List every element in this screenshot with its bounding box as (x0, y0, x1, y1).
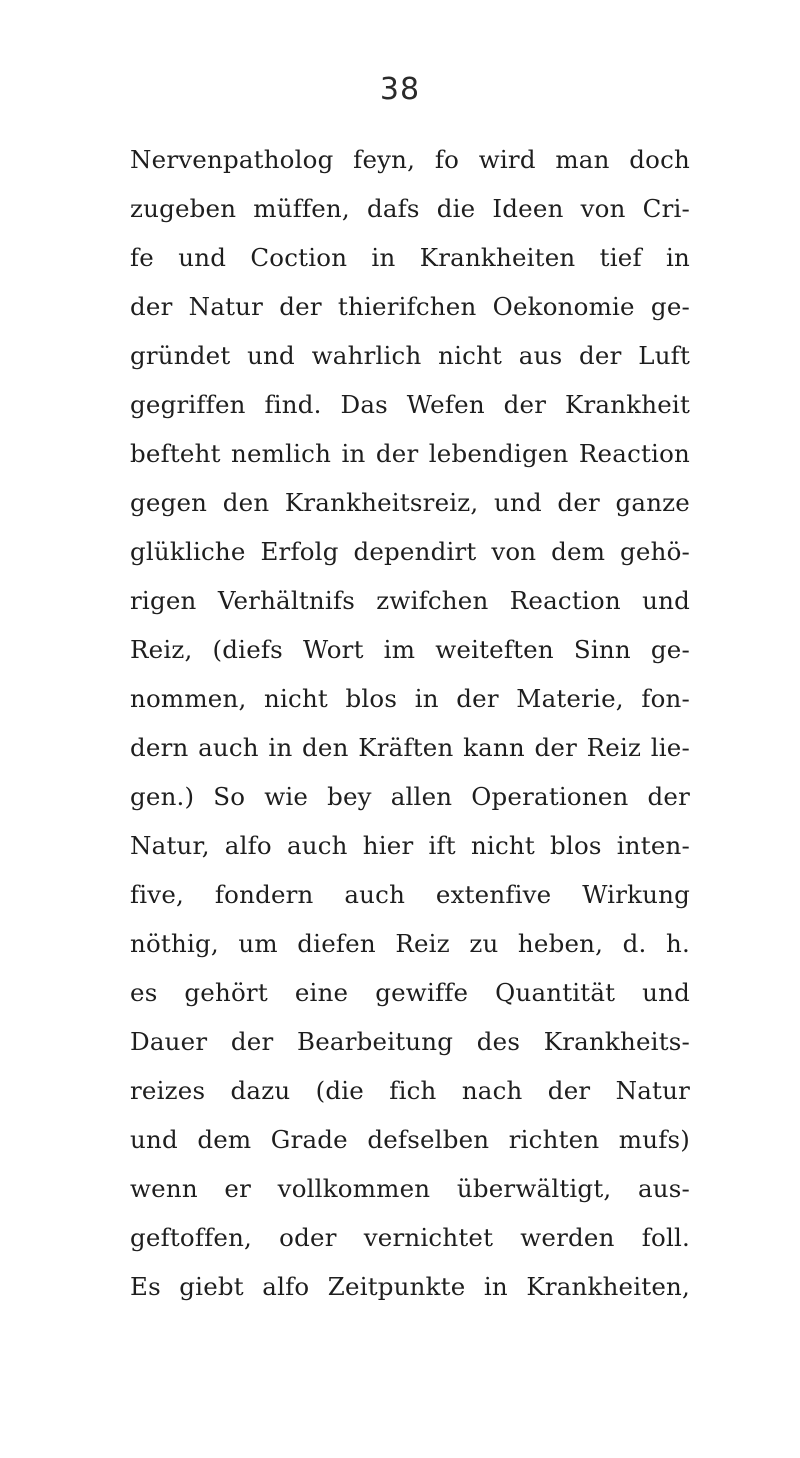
text-line: geftoffen, oder vernichtet werden foll. (130, 1223, 690, 1252)
text-line: gegriffen find. Das Wefen der Krankheit (130, 390, 690, 419)
text-line: dern auch in den Kräften kann der Reiz lie- (130, 733, 690, 762)
text-line: gründet und wahrlich nicht aus der Luft (130, 341, 690, 370)
text-line: fe und Coction in Krankheiten tief in (130, 243, 690, 272)
text-line: Nervenpatholog feyn, fo wird man doch (130, 145, 690, 174)
text-line: Es giebt alfo Zeitpunkte in Krankheiten, (130, 1272, 690, 1301)
page-number: 38 (379, 72, 421, 107)
text-line: wenn er vollkommen überwältigt, aus- (130, 1174, 690, 1203)
text-line: der Natur der thierifchen Oekonomie ge- (130, 292, 690, 321)
text-line: Reiz, (diefs Wort im weiteften Sinn ge- (130, 635, 690, 664)
text-line: reizes dazu (die fich nach der Natur (130, 1076, 690, 1105)
text-line: befteht nemlich in der lebendigen Reaction (130, 439, 690, 468)
text-line: rigen Verhältnifs zwifchen Reaction und (130, 586, 690, 615)
text-line: five, fondern auch extenfive Wirkung (130, 880, 690, 909)
text-line: glükliche Erfolg dependirt von dem gehö- (130, 537, 690, 566)
text-line: Dauer der Bearbeitung des Krankheits- (130, 1027, 690, 1056)
text-line: nommen, nicht blos in der Materie, fon- (130, 684, 690, 713)
text-line: Natur, alfo auch hier ift nicht blos inten- (130, 831, 690, 860)
body-text (130, 135, 690, 1311)
text-line: es gehört eine gewiffe Quantität und (130, 978, 690, 1007)
text-line: und dem Grade defselben richten mufs) (130, 1125, 690, 1154)
text-line: gegen den Krankheitsreiz, und der ganze (130, 488, 690, 517)
text-line: nöthig, um diefen Reiz zu heben, d. h. (130, 929, 690, 958)
text-line: gen.) So wie bey allen Operationen der (130, 782, 690, 811)
text-line: zugeben müffen, dafs die Ideen von Cri- (130, 194, 690, 223)
